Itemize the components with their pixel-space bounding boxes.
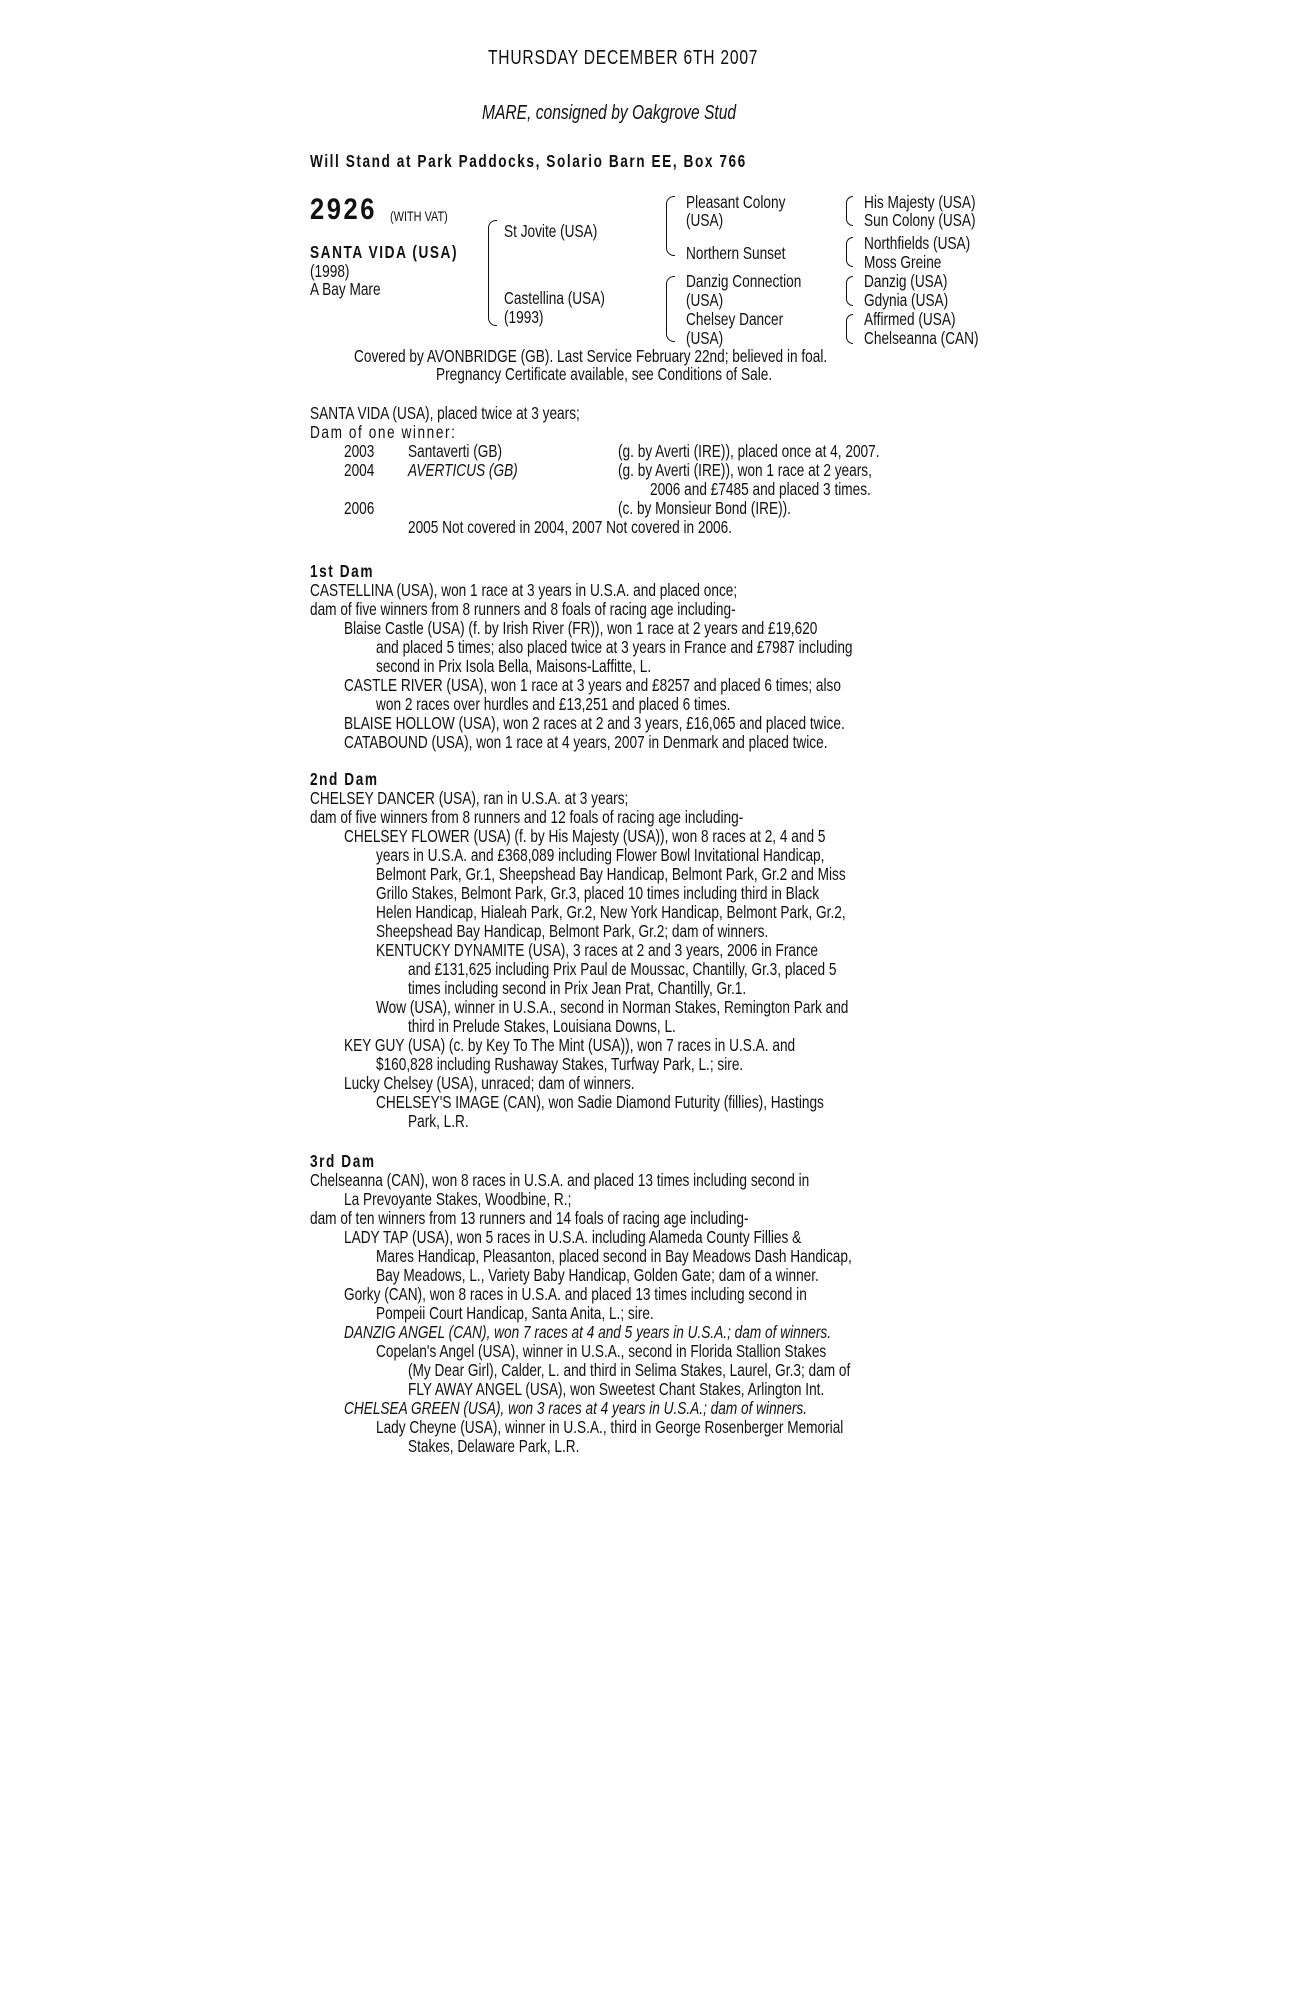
grand-offspring-line: Lady Cheyne (USA), winner in U.S.A., third in George Rosenberger Memorial bbox=[376, 1417, 844, 1437]
gg-dam-sire-sire: Danzig (USA) bbox=[864, 271, 948, 291]
grand-offspring-line: third in Prelude Stakes, Louisiana Downs, L. bbox=[408, 1016, 676, 1036]
dam-year: (1993) bbox=[504, 307, 544, 327]
section-heading: 2nd Dam bbox=[310, 769, 379, 789]
gg-sire-sire-dam: Sun Colony (USA) bbox=[864, 210, 976, 230]
dam-sire: Danzig Connection bbox=[686, 271, 802, 291]
produce-row: 2004 AVERTICUS (GB) (g. by Averti (IRE)), won 1 race at 2 years, bbox=[344, 460, 872, 480]
offspring-line: KEY GUY (USA) (c. by Key To The Mint (USA)), won 7 races in U.S.A. and bbox=[344, 1035, 796, 1055]
dam-dam-2: (USA) bbox=[686, 328, 724, 348]
pedigree-bracket-dd bbox=[846, 314, 853, 344]
grand-offspring-line: FLY AWAY ANGEL (USA), won Sweetest Chant Stakes, Arlington Int. bbox=[408, 1379, 825, 1399]
offspring-line: second in Prix Isola Bella, Maisons-Laffitte, L. bbox=[376, 656, 652, 676]
sire-sire: Pleasant Colony bbox=[686, 192, 786, 212]
offspring-line: Belmont Park, Gr.1, Sheepshead Bay Handicap, Belmont Park, Gr.2 and Miss bbox=[376, 864, 846, 884]
pedigree-bracket-sire bbox=[666, 196, 675, 256]
covered-line-1: Covered by AVONBRIDGE (GB). Last Service February 22nd; believed in foal. bbox=[354, 346, 828, 366]
dam-sire-2: (USA) bbox=[686, 290, 724, 310]
offspring-line: CASTLE RIVER (USA), won 1 race at 3 years and £8257 and placed 6 times; also bbox=[344, 675, 841, 695]
dam-line: dam of five winners from 8 runners and 12 foals of racing age including- bbox=[310, 807, 744, 827]
dam-line: La Prevoyante Stakes, Woodbine, R.; bbox=[344, 1189, 572, 1209]
stand-location: Will Stand at Park Paddocks, Solario Barn EE, Box 766 bbox=[310, 151, 747, 171]
grand-offspring-line: Stakes, Delaware Park, L.R. bbox=[408, 1436, 580, 1456]
offspring-line: Bay Meadows, L., Variety Baby Handicap, Golden Gate; dam of a winner. bbox=[376, 1265, 819, 1285]
gg-dam-sire-dam: Gdynia (USA) bbox=[864, 290, 949, 310]
grand-offspring-line: Park, L.R. bbox=[408, 1111, 469, 1131]
sire-sire-2: (USA) bbox=[686, 210, 724, 230]
produce-note: 2005 Not covered in 2004, 2007 Not covered in 2006. bbox=[408, 517, 733, 537]
offspring-line: LADY TAP (USA), won 5 races in U.S.A. including Alameda County Fillies & bbox=[344, 1227, 802, 1247]
offspring-line: Helen Handicap, Hialeah Park, Gr.2, New York Handicap, Belmont Park, Gr.2, bbox=[376, 902, 846, 922]
offspring-line: CHELSEY FLOWER (USA) (f. by His Majesty (USA)), won 8 races at 2, 4 and 5 bbox=[344, 826, 826, 846]
grand-offspring-line: and £131,625 including Prix Paul de Moussac, Chantilly, Gr.3, placed 5 bbox=[408, 959, 837, 979]
grand-offspring-line: KENTUCKY DYNAMITE (USA), 3 races at 2 and 3 years, 2006 in France bbox=[376, 940, 819, 960]
offspring-line: DANZIG ANGEL (CAN), won 7 races at 4 and 5 years in U.S.A.; dam of winners. bbox=[344, 1322, 832, 1342]
horse-description: A Bay Mare bbox=[310, 279, 381, 299]
dam-line: CHELSEY DANCER (USA), ran in U.S.A. at 3 years; bbox=[310, 788, 629, 808]
grand-offspring-line: (My Dear Girl), Calder, L. and third in Selima Stakes, Laurel, Gr.3; dam of bbox=[408, 1360, 851, 1380]
grand-offspring-line: times including second in Prix Jean Prat, Chantilly, Gr.1. bbox=[408, 978, 747, 998]
offspring-line: and placed 5 times; also placed twice at 3 years in France and £7987 including bbox=[376, 637, 853, 657]
consignment-line: MARE, consigned by Oakgrove Stud bbox=[482, 102, 737, 124]
dam-line: CASTELLINA (USA), won 1 race at 3 years in U.S.A. and placed once; bbox=[310, 580, 738, 600]
pedigree-bracket-ss bbox=[846, 196, 853, 226]
pedigree-bracket-sd bbox=[846, 237, 853, 267]
produce-record bbox=[310, 404, 1030, 537]
offspring-line: $160,828 including Rushaway Stakes, Turfway Park, L.; sire. bbox=[376, 1054, 744, 1074]
sire-dam: Northern Sunset bbox=[686, 243, 786, 263]
dam-dam: Chelsey Dancer bbox=[686, 309, 784, 329]
gg-sire-sire-sire: His Majesty (USA) bbox=[864, 192, 976, 212]
section-heading: 3rd Dam bbox=[310, 1151, 376, 1171]
dam-line: dam of five winners from 8 runners and 8 foals of racing age including- bbox=[310, 599, 736, 619]
offspring-line: years in U.S.A. and £368,089 including Flower Bowl Invitational Handicap, bbox=[376, 845, 825, 865]
produce-intro: SANTA VIDA (USA), placed twice at 3 years; bbox=[310, 403, 580, 423]
lot-number: 2926 bbox=[310, 193, 377, 226]
grand-offspring-line: CHELSEY'S IMAGE (CAN), won Sadie Diamond Futurity (fillies), Hastings bbox=[376, 1092, 824, 1112]
offspring-line: Gorky (CAN), won 8 races in U.S.A. and placed 13 times including second in bbox=[344, 1284, 807, 1304]
grand-offspring-line: Copelan's Angel (USA), winner in U.S.A., second in Florida Stallion Stakes bbox=[376, 1341, 827, 1361]
offspring-line: Mares Handicap, Pleasanton, placed second in Bay Meadows Dash Handicap, bbox=[376, 1246, 852, 1266]
offspring-line: Grillo Stakes, Belmont Park, Gr.3, placed 10 times including third in Black bbox=[376, 883, 820, 903]
gg-dam-dam-sire: Affirmed (USA) bbox=[864, 309, 956, 329]
offspring-line: CATABOUND (USA), won 1 race at 4 years, 2007 in Denmark and placed twice. bbox=[344, 732, 828, 752]
offspring-line: BLAISE HOLLOW (USA), won 2 races at 2 and 3 years, £16,065 and placed twice. bbox=[344, 713, 845, 733]
foaling-year: (1998) bbox=[310, 261, 350, 281]
sale-date: THURSDAY DECEMBER 6TH 2007 bbox=[488, 47, 759, 69]
offspring-line: Lucky Chelsey (USA), unraced; dam of winners. bbox=[344, 1073, 635, 1093]
pedigree-bracket-main bbox=[488, 220, 497, 326]
offspring-line: CHELSEA GREEN (USA), won 3 races at 4 years in U.S.A.; dam of winners. bbox=[344, 1398, 808, 1418]
produce-row: 2006 (c. by Monsieur Bond (IRE)). bbox=[344, 498, 791, 518]
second-dam-section bbox=[310, 770, 1030, 1131]
grand-offspring-line: Wow (USA), winner in U.S.A., second in Norman Stakes, Remington Park and bbox=[376, 997, 849, 1017]
dam-line: dam of ten winners from 13 runners and 14 foals of racing age including- bbox=[310, 1208, 749, 1228]
covered-line-2: Pregnancy Certificate available, see Conditions of Sale. bbox=[436, 364, 773, 384]
section-heading: 1st Dam bbox=[310, 561, 375, 581]
vat-label: (WITH VAT) bbox=[390, 208, 448, 224]
dam-line: Chelseanna (CAN), won 8 races in U.S.A. and placed 13 times including second in bbox=[310, 1170, 810, 1190]
offspring-line: Sheepshead Bay Handicap, Belmont Park, Gr.2; dam of winners. bbox=[376, 921, 769, 941]
offspring-line: Pompeii Court Handicap, Santa Anita, L.; sire. bbox=[376, 1303, 654, 1323]
first-dam-section bbox=[310, 562, 1030, 752]
gg-dam-dam-dam: Chelseanna (CAN) bbox=[864, 328, 979, 348]
produce-row-continued: 2006 and £7485 and placed 3 times. bbox=[650, 479, 871, 499]
dam-name: Castellina (USA) bbox=[504, 288, 605, 308]
produce-row: 2003 Santaverti (GB) (g. by Averti (IRE)), placed once at 4, 2007. bbox=[344, 441, 880, 461]
pedigree-bracket-dam bbox=[666, 276, 675, 342]
third-dam-section bbox=[310, 1152, 1030, 1456]
produce-dam-of: Dam of one winner: bbox=[310, 422, 457, 442]
horse-name: SANTA VIDA (USA) bbox=[310, 242, 459, 262]
gg-sire-dam-sire: Northfields (USA) bbox=[864, 233, 971, 253]
pedigree-bracket-ds bbox=[846, 276, 853, 306]
gg-sire-dam-dam: Moss Greine bbox=[864, 252, 942, 272]
offspring-line: won 2 races over hurdles and £13,251 and placed 6 times. bbox=[376, 694, 731, 714]
offspring-line: Blaise Castle (USA) (f. by Irish River (FR)), won 1 race at 2 years and £19,620 bbox=[344, 618, 818, 638]
sire-name: St Jovite (USA) bbox=[504, 221, 598, 241]
